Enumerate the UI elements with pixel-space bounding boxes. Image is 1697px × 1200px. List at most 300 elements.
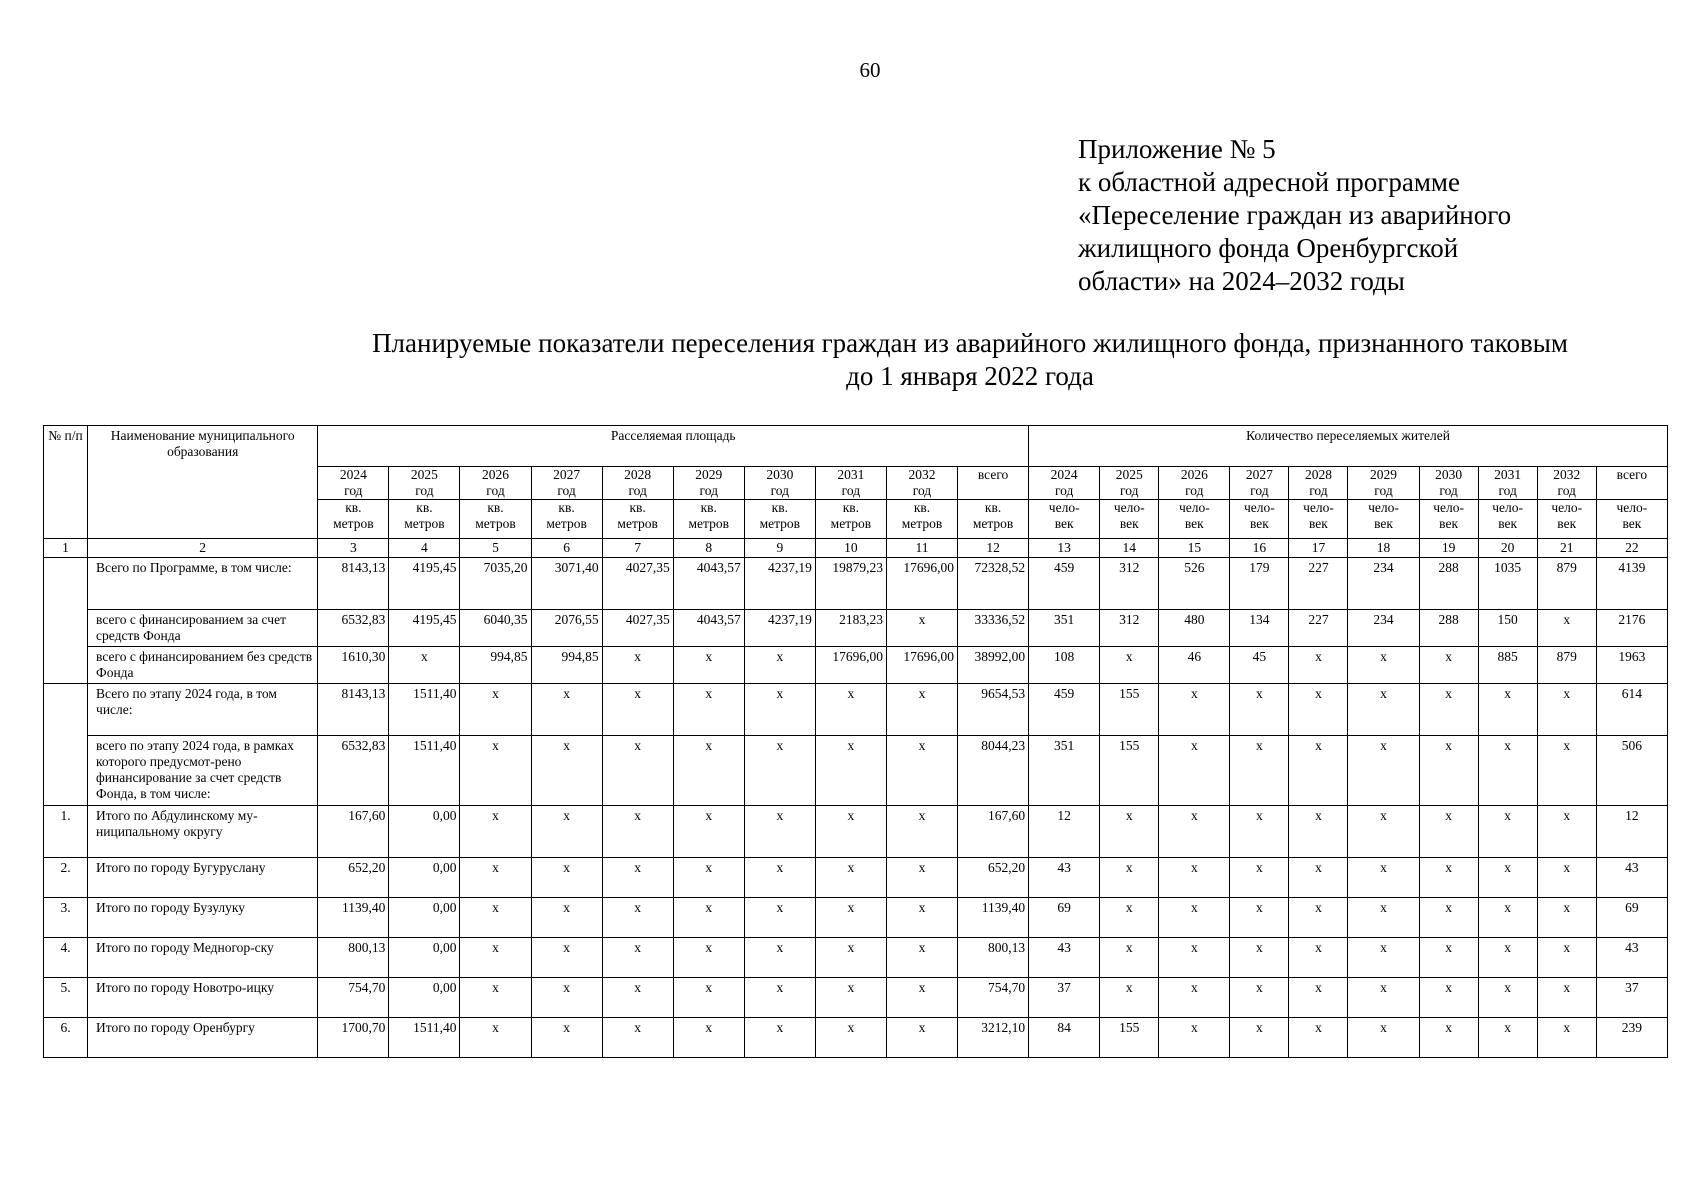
column-index: 13 bbox=[1029, 539, 1100, 558]
people-cell: 506 bbox=[1596, 736, 1667, 806]
people-cell: 227 bbox=[1289, 610, 1348, 647]
people-cell: х bbox=[1478, 858, 1537, 898]
unit-line: чело- bbox=[1048, 500, 1080, 515]
unit-line: метров bbox=[333, 516, 374, 531]
people-cell: х bbox=[1537, 610, 1596, 647]
row-number: 5. bbox=[44, 978, 88, 1018]
year-word: год bbox=[1250, 483, 1269, 498]
municipality-name: Всего по Программе, в том числе: bbox=[88, 558, 318, 610]
year-header bbox=[1478, 467, 1537, 500]
people-cell: х bbox=[1289, 858, 1348, 898]
people-cell: х bbox=[1289, 978, 1348, 1018]
year-word: год bbox=[1120, 483, 1139, 498]
area-cell: 19879,23 bbox=[815, 558, 886, 610]
area-cell: х bbox=[602, 898, 673, 938]
area-cell: х bbox=[460, 978, 531, 1018]
unit-line: век bbox=[1309, 516, 1328, 531]
people-cell: х bbox=[1230, 1018, 1289, 1058]
people-cell: х bbox=[1159, 938, 1230, 978]
year-value: 2032 bbox=[1553, 467, 1581, 482]
year-word: год bbox=[1185, 483, 1204, 498]
people-cell: 239 bbox=[1596, 1018, 1667, 1058]
area-cell: х bbox=[602, 858, 673, 898]
year-header bbox=[1100, 467, 1159, 500]
unit-line: чело- bbox=[1492, 500, 1524, 515]
people-cell: 879 bbox=[1537, 647, 1596, 684]
people-cell: 351 bbox=[1029, 610, 1100, 647]
unit-header bbox=[1419, 500, 1478, 539]
people-cell: 155 bbox=[1100, 684, 1159, 736]
area-cell: 2183,23 bbox=[815, 610, 886, 647]
area-cell: 0,00 bbox=[389, 938, 460, 978]
table-row bbox=[44, 898, 1668, 938]
year-value: 2025 bbox=[410, 467, 438, 482]
people-cell: 12 bbox=[1029, 806, 1100, 858]
people-cell: 288 bbox=[1419, 610, 1478, 647]
people-cell: х bbox=[1419, 806, 1478, 858]
area-cell: х bbox=[673, 1018, 744, 1058]
year-header bbox=[460, 467, 531, 500]
appendix-line: «Переселение граждан из аварийного bbox=[1078, 200, 1512, 230]
unit-line: кв. bbox=[771, 500, 788, 515]
municipality-name: Всего по этапу 2024 года, в том числе: bbox=[88, 684, 318, 736]
people-cell: 45 bbox=[1230, 647, 1289, 684]
year-word: год bbox=[1054, 483, 1074, 498]
document-title-line-1: Планируемые показатели переселения граждан из аварийного жилищного фонда, признанного таковым bbox=[372, 328, 1568, 358]
municipality-name: Итого по городу Бузулуку bbox=[88, 898, 318, 938]
unit-header bbox=[1100, 500, 1159, 539]
area-cell: х bbox=[460, 938, 531, 978]
area-cell: х bbox=[815, 938, 886, 978]
area-cell: х bbox=[602, 684, 673, 736]
people-cell: 459 bbox=[1029, 558, 1100, 610]
people-cell: х bbox=[1348, 938, 1419, 978]
people-cell: х bbox=[1537, 898, 1596, 938]
year-header bbox=[1596, 467, 1667, 500]
area-cell: 0,00 bbox=[389, 806, 460, 858]
people-cell: 69 bbox=[1596, 898, 1667, 938]
area-cell: х bbox=[744, 736, 815, 806]
area-cell: 1139,40 bbox=[958, 898, 1029, 938]
people-cell: х bbox=[1348, 978, 1419, 1018]
people-cell: х bbox=[1419, 684, 1478, 736]
people-cell: х bbox=[1419, 858, 1478, 898]
unit-line: век bbox=[1054, 516, 1074, 531]
people-cell: 1035 bbox=[1478, 558, 1537, 610]
area-cell: х bbox=[460, 858, 531, 898]
column-index: 9 bbox=[744, 539, 815, 558]
people-cell: 108 bbox=[1029, 647, 1100, 684]
people-cell: 37 bbox=[1029, 978, 1100, 1018]
people-cell: х bbox=[1537, 806, 1596, 858]
people-cell: х bbox=[1537, 684, 1596, 736]
area-cell: х bbox=[460, 1018, 531, 1058]
people-cell: х bbox=[1230, 978, 1289, 1018]
people-cell: х bbox=[1289, 806, 1348, 858]
column-index: 18 bbox=[1348, 539, 1419, 558]
unit-header bbox=[1159, 500, 1230, 539]
people-cell: х bbox=[1289, 736, 1348, 806]
appendix-header bbox=[1078, 133, 1678, 298]
table-row bbox=[44, 736, 1668, 806]
table-row bbox=[44, 806, 1668, 858]
table-row bbox=[44, 558, 1668, 610]
people-cell: х bbox=[1478, 978, 1537, 1018]
document-title bbox=[220, 327, 1697, 393]
area-cell: х bbox=[744, 858, 815, 898]
table-row bbox=[44, 1018, 1668, 1058]
year-value: 2027 bbox=[1245, 467, 1273, 482]
year-value: 2026 bbox=[1180, 467, 1208, 482]
unit-line: век bbox=[1622, 516, 1642, 531]
people-cell: х bbox=[1159, 684, 1230, 736]
people-cell: х bbox=[1348, 858, 1419, 898]
year-word: год bbox=[557, 483, 576, 498]
year-word: год bbox=[841, 483, 861, 498]
area-cell: 994,85 bbox=[531, 647, 602, 684]
area-cell: х bbox=[815, 1018, 886, 1058]
row-number bbox=[44, 684, 88, 806]
table-row bbox=[44, 938, 1668, 978]
page-number: 60 bbox=[859, 58, 881, 82]
unit-header bbox=[460, 500, 531, 539]
people-cell: х bbox=[1289, 938, 1348, 978]
column-index: 12 bbox=[958, 539, 1029, 558]
people-cell: х bbox=[1159, 806, 1230, 858]
unit-header bbox=[1029, 500, 1100, 539]
people-cell: х bbox=[1230, 858, 1289, 898]
people-cell: 526 bbox=[1159, 558, 1230, 610]
area-cell: х bbox=[815, 806, 886, 858]
year-header bbox=[531, 467, 602, 500]
unit-header bbox=[1230, 500, 1289, 539]
people-cell: 288 bbox=[1419, 558, 1478, 610]
people-cell: х bbox=[1419, 898, 1478, 938]
table-row bbox=[44, 978, 1668, 1018]
area-cell: х bbox=[744, 647, 815, 684]
unit-header bbox=[886, 500, 957, 539]
people-cell: х bbox=[1230, 806, 1289, 858]
people-cell: 43 bbox=[1596, 938, 1667, 978]
area-cell: 652,20 bbox=[318, 858, 389, 898]
municipality-name: Итого по городу Новотро-ицку bbox=[88, 978, 318, 1018]
area-cell: х bbox=[460, 898, 531, 938]
area-cell: х bbox=[744, 684, 815, 736]
area-cell: х bbox=[886, 736, 957, 806]
column-index: 11 bbox=[886, 539, 957, 558]
area-cell: 754,70 bbox=[318, 978, 389, 1018]
appendix-line: Приложение № 5 bbox=[1078, 134, 1276, 164]
unit-line: чело- bbox=[1368, 500, 1399, 515]
year-value: 2032 bbox=[908, 467, 936, 482]
people-cell: х bbox=[1478, 938, 1537, 978]
column-index: 17 bbox=[1289, 539, 1348, 558]
area-cell: 38992,00 bbox=[958, 647, 1029, 684]
unit-line: метров bbox=[688, 516, 729, 531]
column-index: 5 bbox=[460, 539, 531, 558]
area-cell: х bbox=[815, 978, 886, 1018]
area-cell: х bbox=[886, 978, 957, 1018]
year-header bbox=[744, 467, 815, 500]
people-cell: х bbox=[1100, 858, 1159, 898]
area-cell: х bbox=[531, 806, 602, 858]
year-header bbox=[318, 467, 389, 500]
people-cell: х bbox=[1537, 1018, 1596, 1058]
area-cell: х bbox=[886, 806, 957, 858]
year-value: 2031 bbox=[837, 467, 865, 482]
table-row bbox=[44, 647, 1668, 684]
people-cell: х bbox=[1348, 898, 1419, 938]
area-cell: 7035,20 bbox=[460, 558, 531, 610]
unit-header bbox=[744, 500, 815, 539]
unit-line: метров bbox=[617, 516, 658, 531]
people-cell: х bbox=[1419, 938, 1478, 978]
unit-header bbox=[958, 500, 1029, 539]
people-cell: х bbox=[1537, 736, 1596, 806]
people-cell: х bbox=[1478, 898, 1537, 938]
area-cell: х bbox=[673, 858, 744, 898]
area-cell: 1139,40 bbox=[318, 898, 389, 938]
row-number: 3. bbox=[44, 898, 88, 938]
area-cell: 33336,52 bbox=[958, 610, 1029, 647]
municipality-name: всего с финансированием за счет средств Фонда bbox=[88, 610, 318, 647]
area-cell: х bbox=[531, 938, 602, 978]
column-index: 22 bbox=[1596, 539, 1667, 558]
unit-line: век bbox=[1184, 516, 1204, 531]
people-cell: 614 bbox=[1596, 684, 1667, 736]
year-value: 2028 bbox=[624, 467, 652, 482]
area-cell: 4027,35 bbox=[602, 558, 673, 610]
area-cell: х bbox=[673, 806, 744, 858]
people-cell: х bbox=[1100, 938, 1159, 978]
column-index: 20 bbox=[1478, 539, 1537, 558]
year-value: 2031 bbox=[1494, 467, 1522, 482]
unit-line: век bbox=[1374, 516, 1393, 531]
people-cell: 1963 bbox=[1596, 647, 1667, 684]
area-cell: х bbox=[602, 736, 673, 806]
area-cell: х bbox=[673, 938, 744, 978]
people-cell: 43 bbox=[1029, 938, 1100, 978]
unit-header bbox=[1596, 500, 1667, 539]
people-cell: х bbox=[1348, 684, 1419, 736]
row-number bbox=[44, 558, 88, 684]
year-header bbox=[673, 467, 744, 500]
people-cell: 43 bbox=[1029, 858, 1100, 898]
column-header-number: № п/п bbox=[44, 426, 88, 539]
people-cell: х bbox=[1478, 806, 1537, 858]
area-cell: 3071,40 bbox=[531, 558, 602, 610]
year-header bbox=[389, 467, 460, 500]
area-cell: 4027,35 bbox=[602, 610, 673, 647]
unit-line: чело- bbox=[1433, 500, 1464, 515]
row-number: 2. bbox=[44, 858, 88, 898]
people-cell: 46 bbox=[1159, 647, 1230, 684]
area-cell: 994,85 bbox=[460, 647, 531, 684]
area-cell: х bbox=[815, 858, 886, 898]
appendix-line: жилищного фонда Оренбургской bbox=[1078, 233, 1459, 263]
people-cell: х bbox=[1159, 1018, 1230, 1058]
column-index: 19 bbox=[1419, 539, 1478, 558]
people-cell: х bbox=[1348, 1018, 1419, 1058]
people-cell: х bbox=[1230, 898, 1289, 938]
unit-header bbox=[673, 500, 744, 539]
unit-line: век bbox=[1439, 516, 1459, 531]
people-cell: 43 bbox=[1596, 858, 1667, 898]
unit-line: кв. bbox=[558, 500, 575, 515]
unit-line: кв. bbox=[700, 500, 717, 515]
municipality-name: Итого по городу Бугуруслану bbox=[88, 858, 318, 898]
area-cell: х bbox=[886, 938, 957, 978]
people-cell: х bbox=[1348, 806, 1419, 858]
area-cell: 9654,53 bbox=[958, 684, 1029, 736]
people-cell: 155 bbox=[1100, 736, 1159, 806]
people-cell: 4139 bbox=[1596, 558, 1667, 610]
year-value: 2024 bbox=[339, 467, 367, 482]
year-word: год bbox=[1439, 483, 1458, 498]
unit-line: век bbox=[1498, 516, 1518, 531]
group-header-area: Расселяемая площадь bbox=[318, 426, 1029, 467]
unit-header bbox=[1289, 500, 1348, 539]
column-index: 3 bbox=[318, 539, 389, 558]
people-cell: 2176 bbox=[1596, 610, 1667, 647]
area-cell: х bbox=[602, 978, 673, 1018]
municipality-name: всего с финансированием без средств Фонда bbox=[88, 647, 318, 684]
people-cell: 351 bbox=[1029, 736, 1100, 806]
group-header-people: Количество переселяемых жителей bbox=[1029, 426, 1668, 467]
people-cell: х bbox=[1100, 898, 1159, 938]
unit-header bbox=[531, 500, 602, 539]
people-cell: х bbox=[1419, 1018, 1478, 1058]
area-cell: х bbox=[389, 647, 460, 684]
area-cell: 8143,13 bbox=[318, 558, 389, 610]
unit-line: чело- bbox=[1303, 500, 1334, 515]
area-cell: х bbox=[602, 647, 673, 684]
people-cell: 234 bbox=[1348, 558, 1419, 610]
area-cell: 6040,35 bbox=[460, 610, 531, 647]
people-cell: 155 bbox=[1100, 1018, 1159, 1058]
unit-line: метров bbox=[759, 516, 801, 531]
unit-line: метров bbox=[972, 516, 1014, 531]
year-value: 2025 bbox=[1115, 467, 1143, 482]
year-value: 2030 bbox=[1435, 467, 1463, 482]
column-index: 2 bbox=[88, 539, 318, 558]
column-index: 1 bbox=[44, 539, 88, 558]
unit-line: метров bbox=[404, 516, 445, 531]
unit-header bbox=[1537, 500, 1596, 539]
people-cell: х bbox=[1537, 938, 1596, 978]
area-cell: х bbox=[886, 1018, 957, 1058]
area-cell: х bbox=[673, 647, 744, 684]
people-cell: х bbox=[1159, 858, 1230, 898]
table-row bbox=[44, 610, 1668, 647]
year-word: год bbox=[628, 483, 647, 498]
column-index: 4 bbox=[389, 539, 460, 558]
year-value: 2030 bbox=[766, 467, 794, 482]
column-index: 21 bbox=[1537, 539, 1596, 558]
area-cell: 1511,40 bbox=[389, 684, 460, 736]
people-cell: х bbox=[1230, 684, 1289, 736]
area-cell: х bbox=[815, 898, 886, 938]
people-cell: х bbox=[1348, 736, 1419, 806]
area-cell: х bbox=[886, 858, 957, 898]
unit-line: век bbox=[1249, 516, 1269, 531]
area-cell: х bbox=[886, 898, 957, 938]
people-cell: 480 bbox=[1159, 610, 1230, 647]
people-cell: 134 bbox=[1230, 610, 1289, 647]
people-cell: х bbox=[1289, 684, 1348, 736]
area-cell: х bbox=[531, 1018, 602, 1058]
area-cell: 17696,00 bbox=[886, 647, 957, 684]
area-cell: х bbox=[673, 684, 744, 736]
area-cell: 754,70 bbox=[958, 978, 1029, 1018]
unit-line: кв. bbox=[629, 500, 646, 515]
people-cell: 37 bbox=[1596, 978, 1667, 1018]
people-cell: 459 bbox=[1029, 684, 1100, 736]
year-header bbox=[1419, 467, 1478, 500]
area-cell: х bbox=[886, 684, 957, 736]
unit-line: век bbox=[1557, 516, 1577, 531]
year-header bbox=[1230, 467, 1289, 500]
area-cell: 1610,30 bbox=[318, 647, 389, 684]
area-cell: 1511,40 bbox=[389, 1018, 460, 1058]
area-cell: 652,20 bbox=[958, 858, 1029, 898]
year-word: год bbox=[1557, 483, 1576, 498]
year-header bbox=[1289, 467, 1348, 500]
column-index: 8 bbox=[673, 539, 744, 558]
area-cell: х bbox=[602, 806, 673, 858]
row-number: 4. bbox=[44, 938, 88, 978]
area-cell: х bbox=[744, 806, 815, 858]
unit-header bbox=[1478, 500, 1537, 539]
unit-line: кв. bbox=[416, 500, 433, 515]
year-word: год bbox=[486, 483, 505, 498]
area-cell: 4195,45 bbox=[389, 558, 460, 610]
people-cell: х bbox=[1478, 736, 1537, 806]
area-cell: 800,13 bbox=[318, 938, 389, 978]
year-word: год bbox=[415, 483, 434, 498]
people-cell: х bbox=[1348, 647, 1419, 684]
area-cell: х bbox=[531, 858, 602, 898]
people-cell: 312 bbox=[1100, 558, 1159, 610]
document-title-line-2: до 1 января 2022 года bbox=[846, 361, 1094, 391]
year-header bbox=[886, 467, 957, 500]
unit-line: метров bbox=[830, 516, 872, 531]
year-header bbox=[1029, 467, 1100, 500]
area-cell: 0,00 bbox=[389, 898, 460, 938]
people-cell: х bbox=[1230, 736, 1289, 806]
municipality-name: Итого по городу Медногор-ску bbox=[88, 938, 318, 978]
area-cell: х bbox=[531, 898, 602, 938]
year-value: 2029 bbox=[1370, 467, 1398, 482]
area-cell: х bbox=[673, 736, 744, 806]
area-cell: х bbox=[460, 806, 531, 858]
area-cell: х bbox=[744, 1018, 815, 1058]
year-word: год bbox=[1374, 483, 1393, 498]
people-cell: 234 bbox=[1348, 610, 1419, 647]
unit-header bbox=[318, 500, 389, 539]
row-number: 6. bbox=[44, 1018, 88, 1058]
year-word: год bbox=[770, 483, 790, 498]
area-cell: 4043,57 bbox=[673, 558, 744, 610]
unit-line: метров bbox=[475, 516, 516, 531]
area-cell: 1700,70 bbox=[318, 1018, 389, 1058]
area-cell: х bbox=[815, 684, 886, 736]
people-cell: 12 bbox=[1596, 806, 1667, 858]
people-cell: 84 bbox=[1029, 1018, 1100, 1058]
area-cell: 17696,00 bbox=[815, 647, 886, 684]
area-cell: х bbox=[673, 898, 744, 938]
people-cell: х bbox=[1419, 736, 1478, 806]
